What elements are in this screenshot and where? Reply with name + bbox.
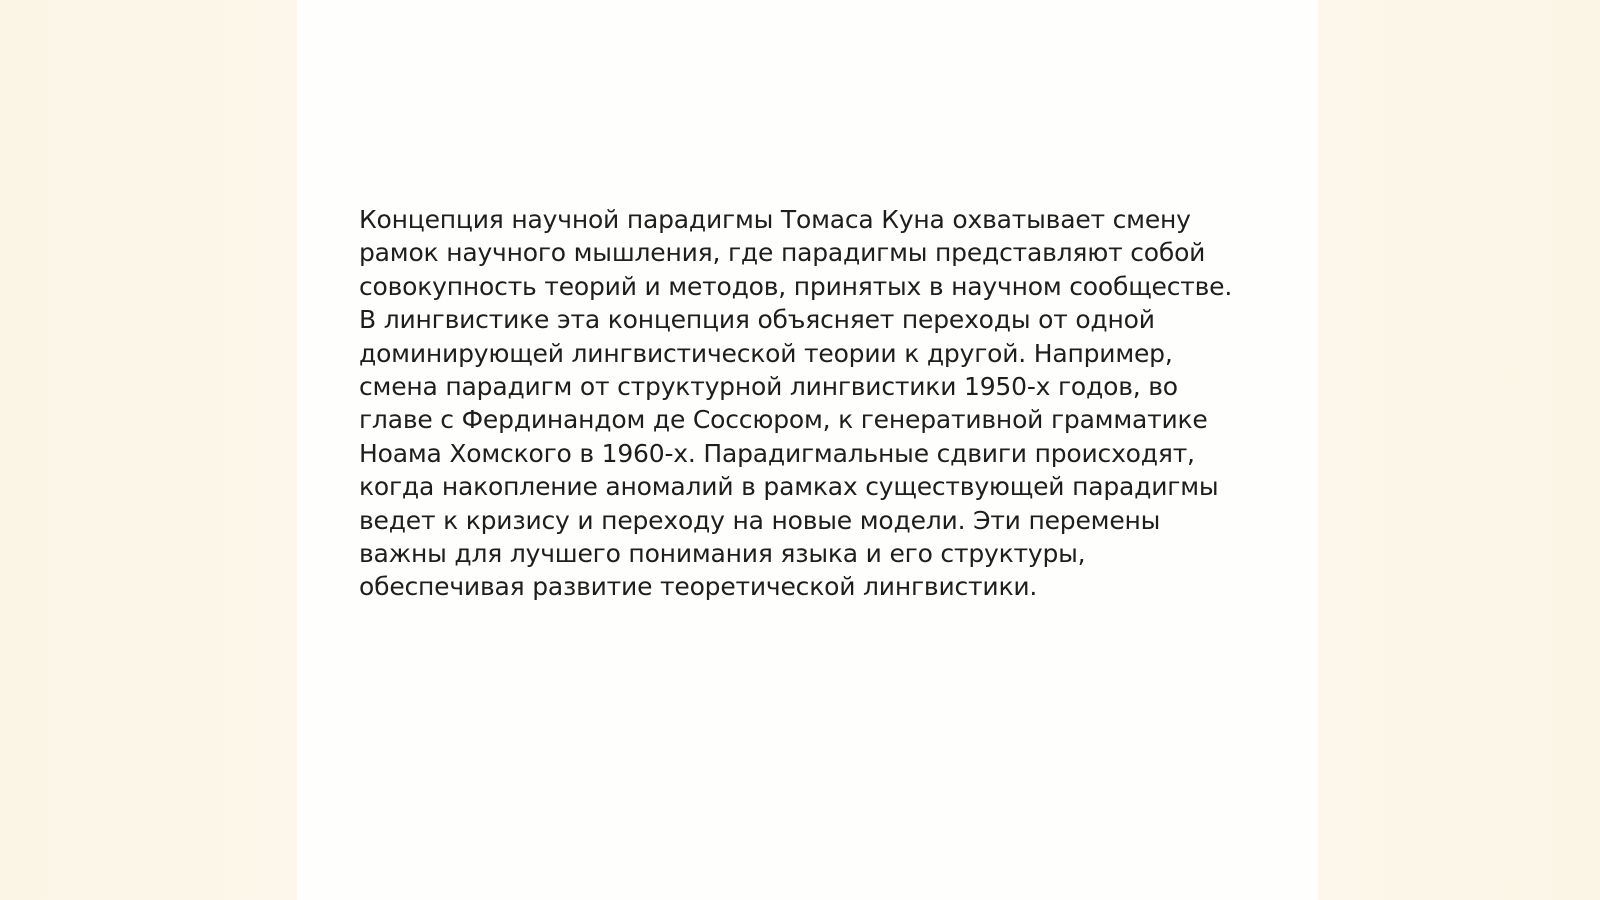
right-margin bbox=[1318, 0, 1600, 900]
left-margin bbox=[0, 0, 297, 900]
body-paragraph: Концепция научной парадигмы Томаса Куна охватывает смену рамок научного мышления, где парадигмы представляют собой совокупность теорий и методов, принятых в научном сообществе. В лингвистике эта концепция объясняет переходы от одной доминирующей лингвистической теории к другой. Например, смена парадигм от структурной лингвистики 1950-х годов, во главе с Фердинандом де Соссюром, к генеративной грамматике Ноама Хомского в 1960-х. Парадигмальные сдвиги происходят, когда накопление аномалий в рамках существующей парадигмы ведет к кризису и переходу на новые модели. Эти перемены важны для лучшего понимания языка и его структуры, обеспечивая развитие теоретической лингвистики. bbox=[359, 205, 1233, 602]
document-page bbox=[297, 0, 1318, 900]
